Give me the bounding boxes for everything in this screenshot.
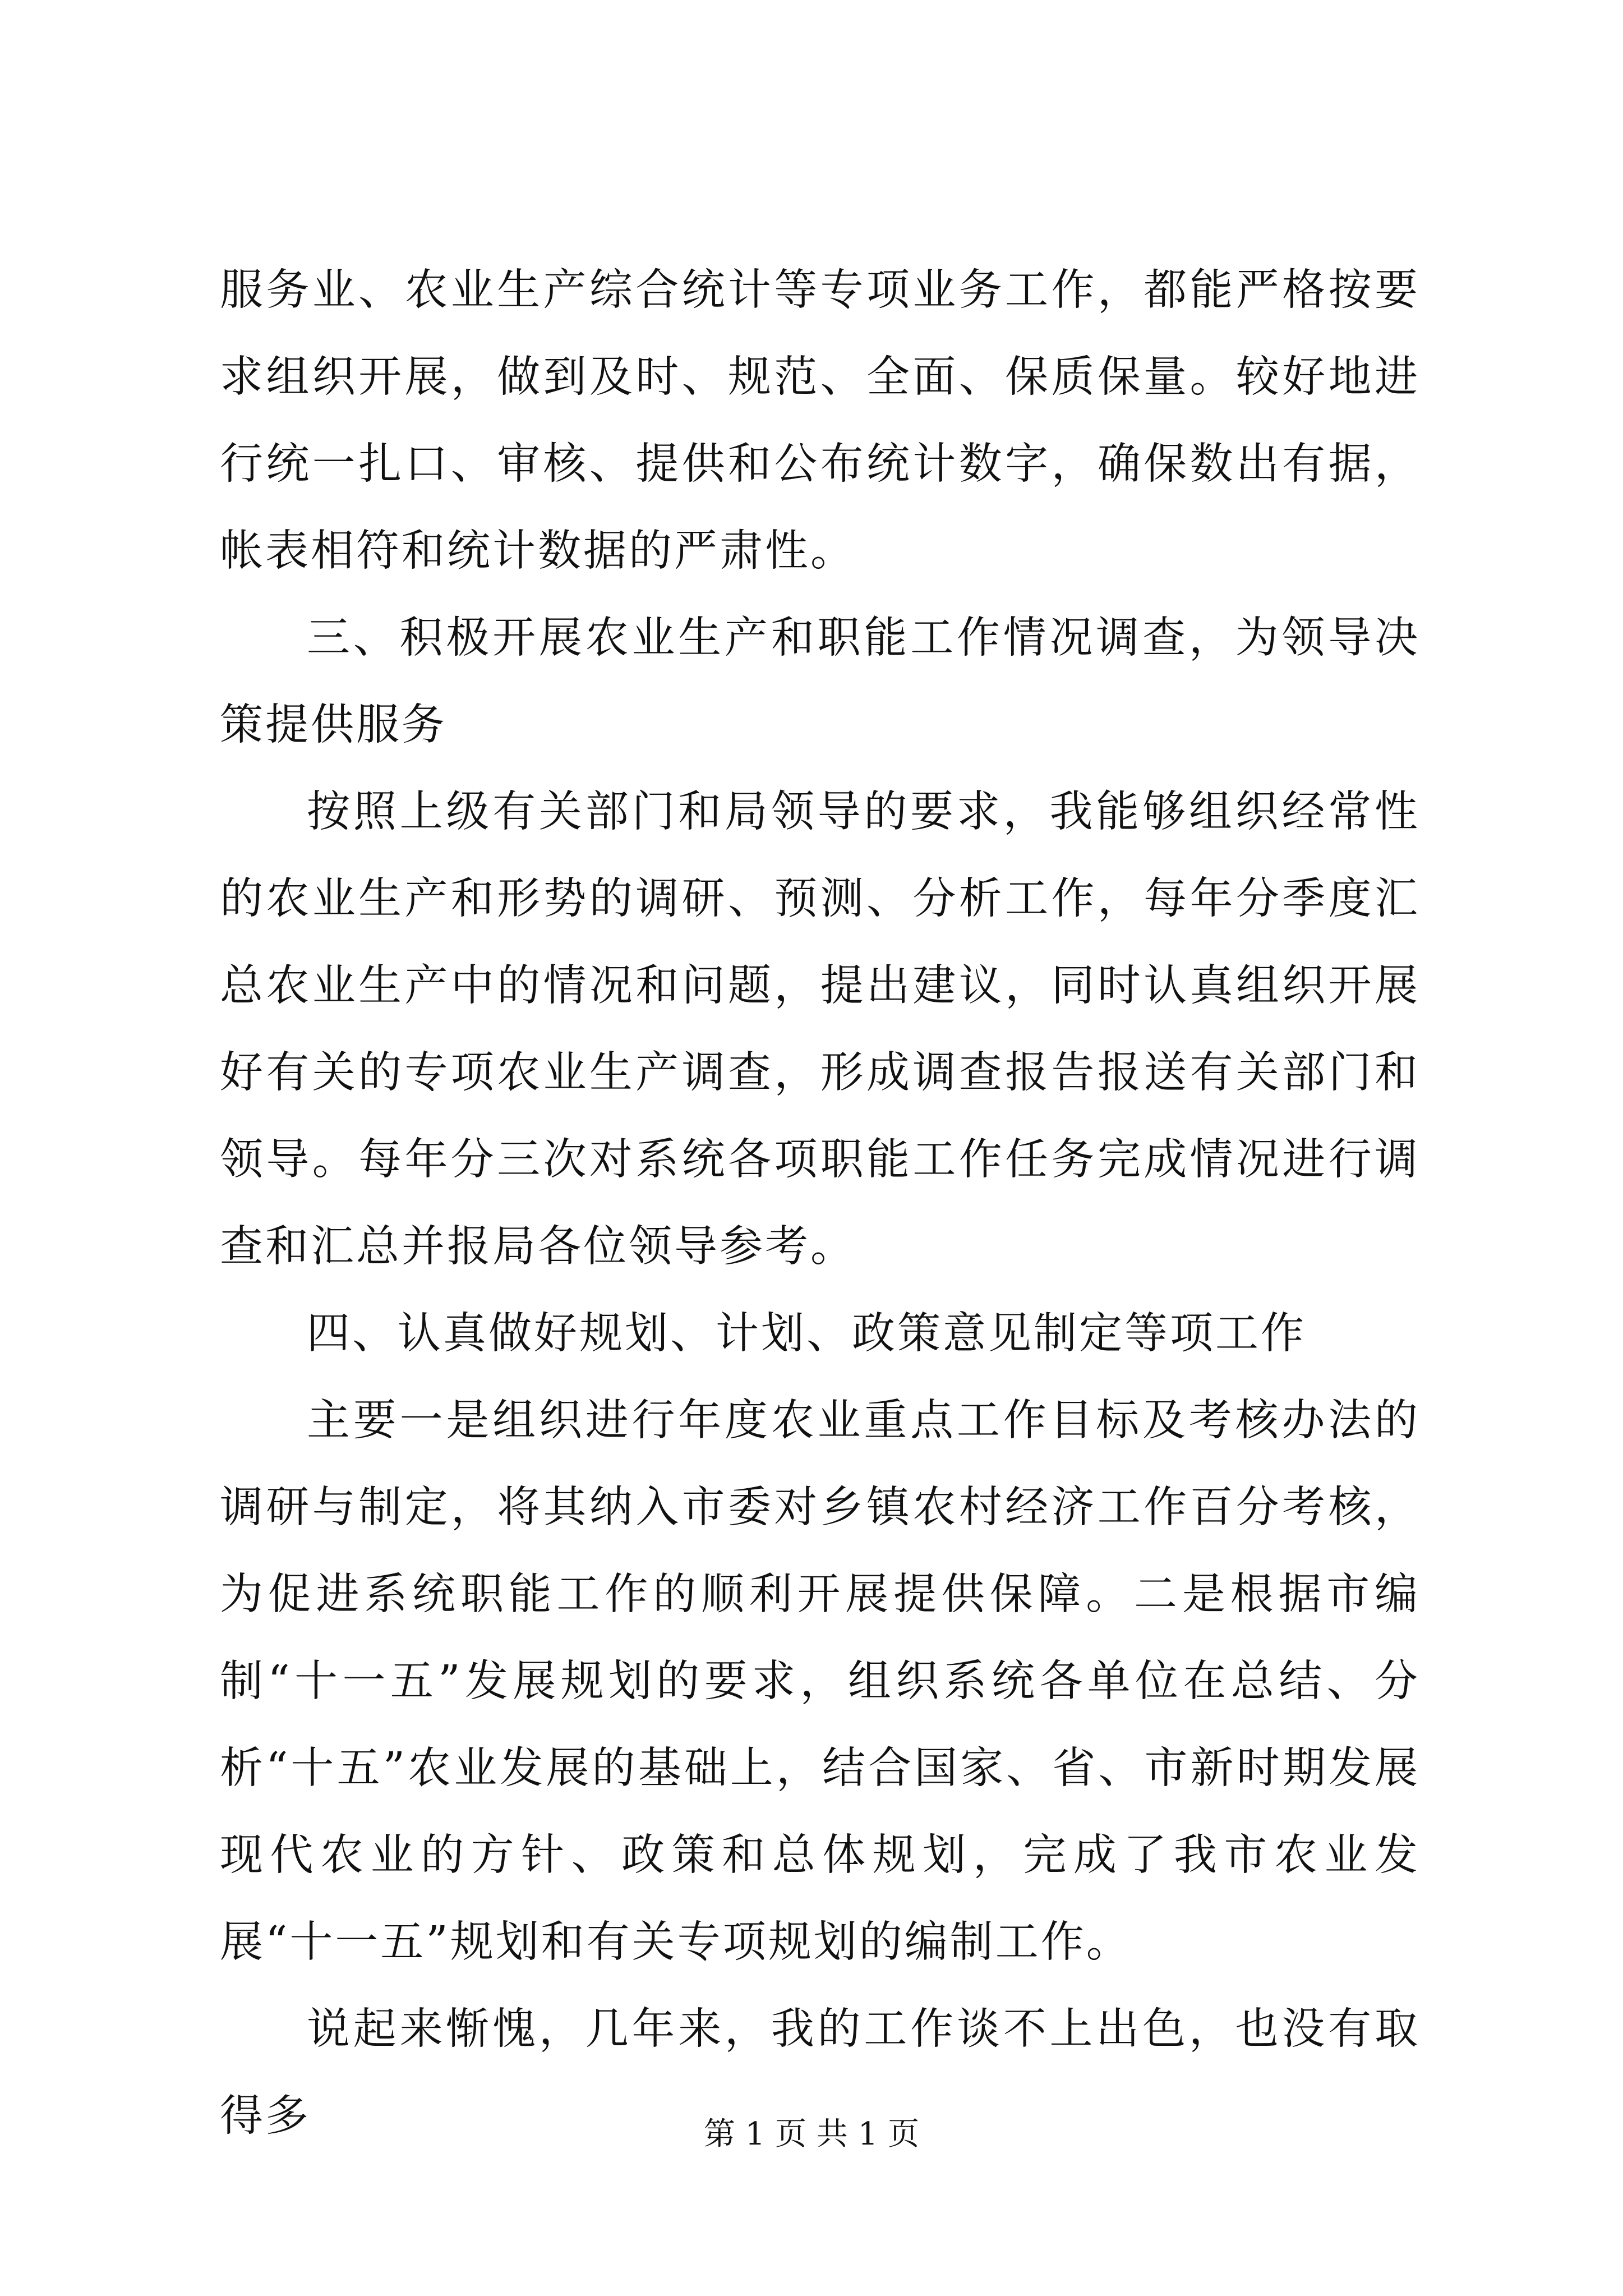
- page-number-label: 第 1 页 共 1 页: [703, 2116, 920, 2152]
- page-footer: [0, 2115, 1623, 2154]
- section-heading-4: 四、认真做好规划、计划、政策意见制定等项工作: [307, 1309, 1306, 1359]
- paragraph-1: 服务业、农业生产综合统计等专项业务工作，都能严格按要求组织开展，做到及时、规范、全面、保质保量。较好地进行统一扎口、审核、提供和公布统计数字，确保数出有据，帐表相符和统计数据的严肃性。: [220, 265, 1420, 576]
- paragraph-3: 主要一是组织进行年度农业重点工作目标及考核办法的调研与制定，将其纳入市委对乡镇农村经济工作百分考核，为促进系统职能工作的顺利开展提供保障。二是根据市编制“十一五”发展规划的要求，组织系统各单位在总结、分析“十五”农业发展的基础上，结合国家、省、市新时期发展现代农业的方针、政策和总体规划，完成了我市农业发展“十一五”规划和有关专项规划的编制工作。: [220, 1396, 1420, 1967]
- document-body: [220, 247, 1420, 2160]
- paragraph-2: 按照上级有关部门和局领导的要求，我能够组织经常性的农业生产和形势的调研、预测、分析工作，每年分季度汇总农业生产中的情况和问题，提出建议，同时认真组织开展好有关的专项农业生产调查，形成调查报告报送有关部门和领导。每年分三次对系统各项职能工作任务完成情况进行调查和汇总并报局各位领导参考。: [220, 787, 1420, 1272]
- section-heading-3: 三、积极开展农业生产和职能工作情况调查，为领导决策提供服务: [220, 613, 1420, 750]
- paragraph-4: 说起来惭愧，几年来，我的工作谈不上出色，也没有取得多: [220, 2004, 1420, 2141]
